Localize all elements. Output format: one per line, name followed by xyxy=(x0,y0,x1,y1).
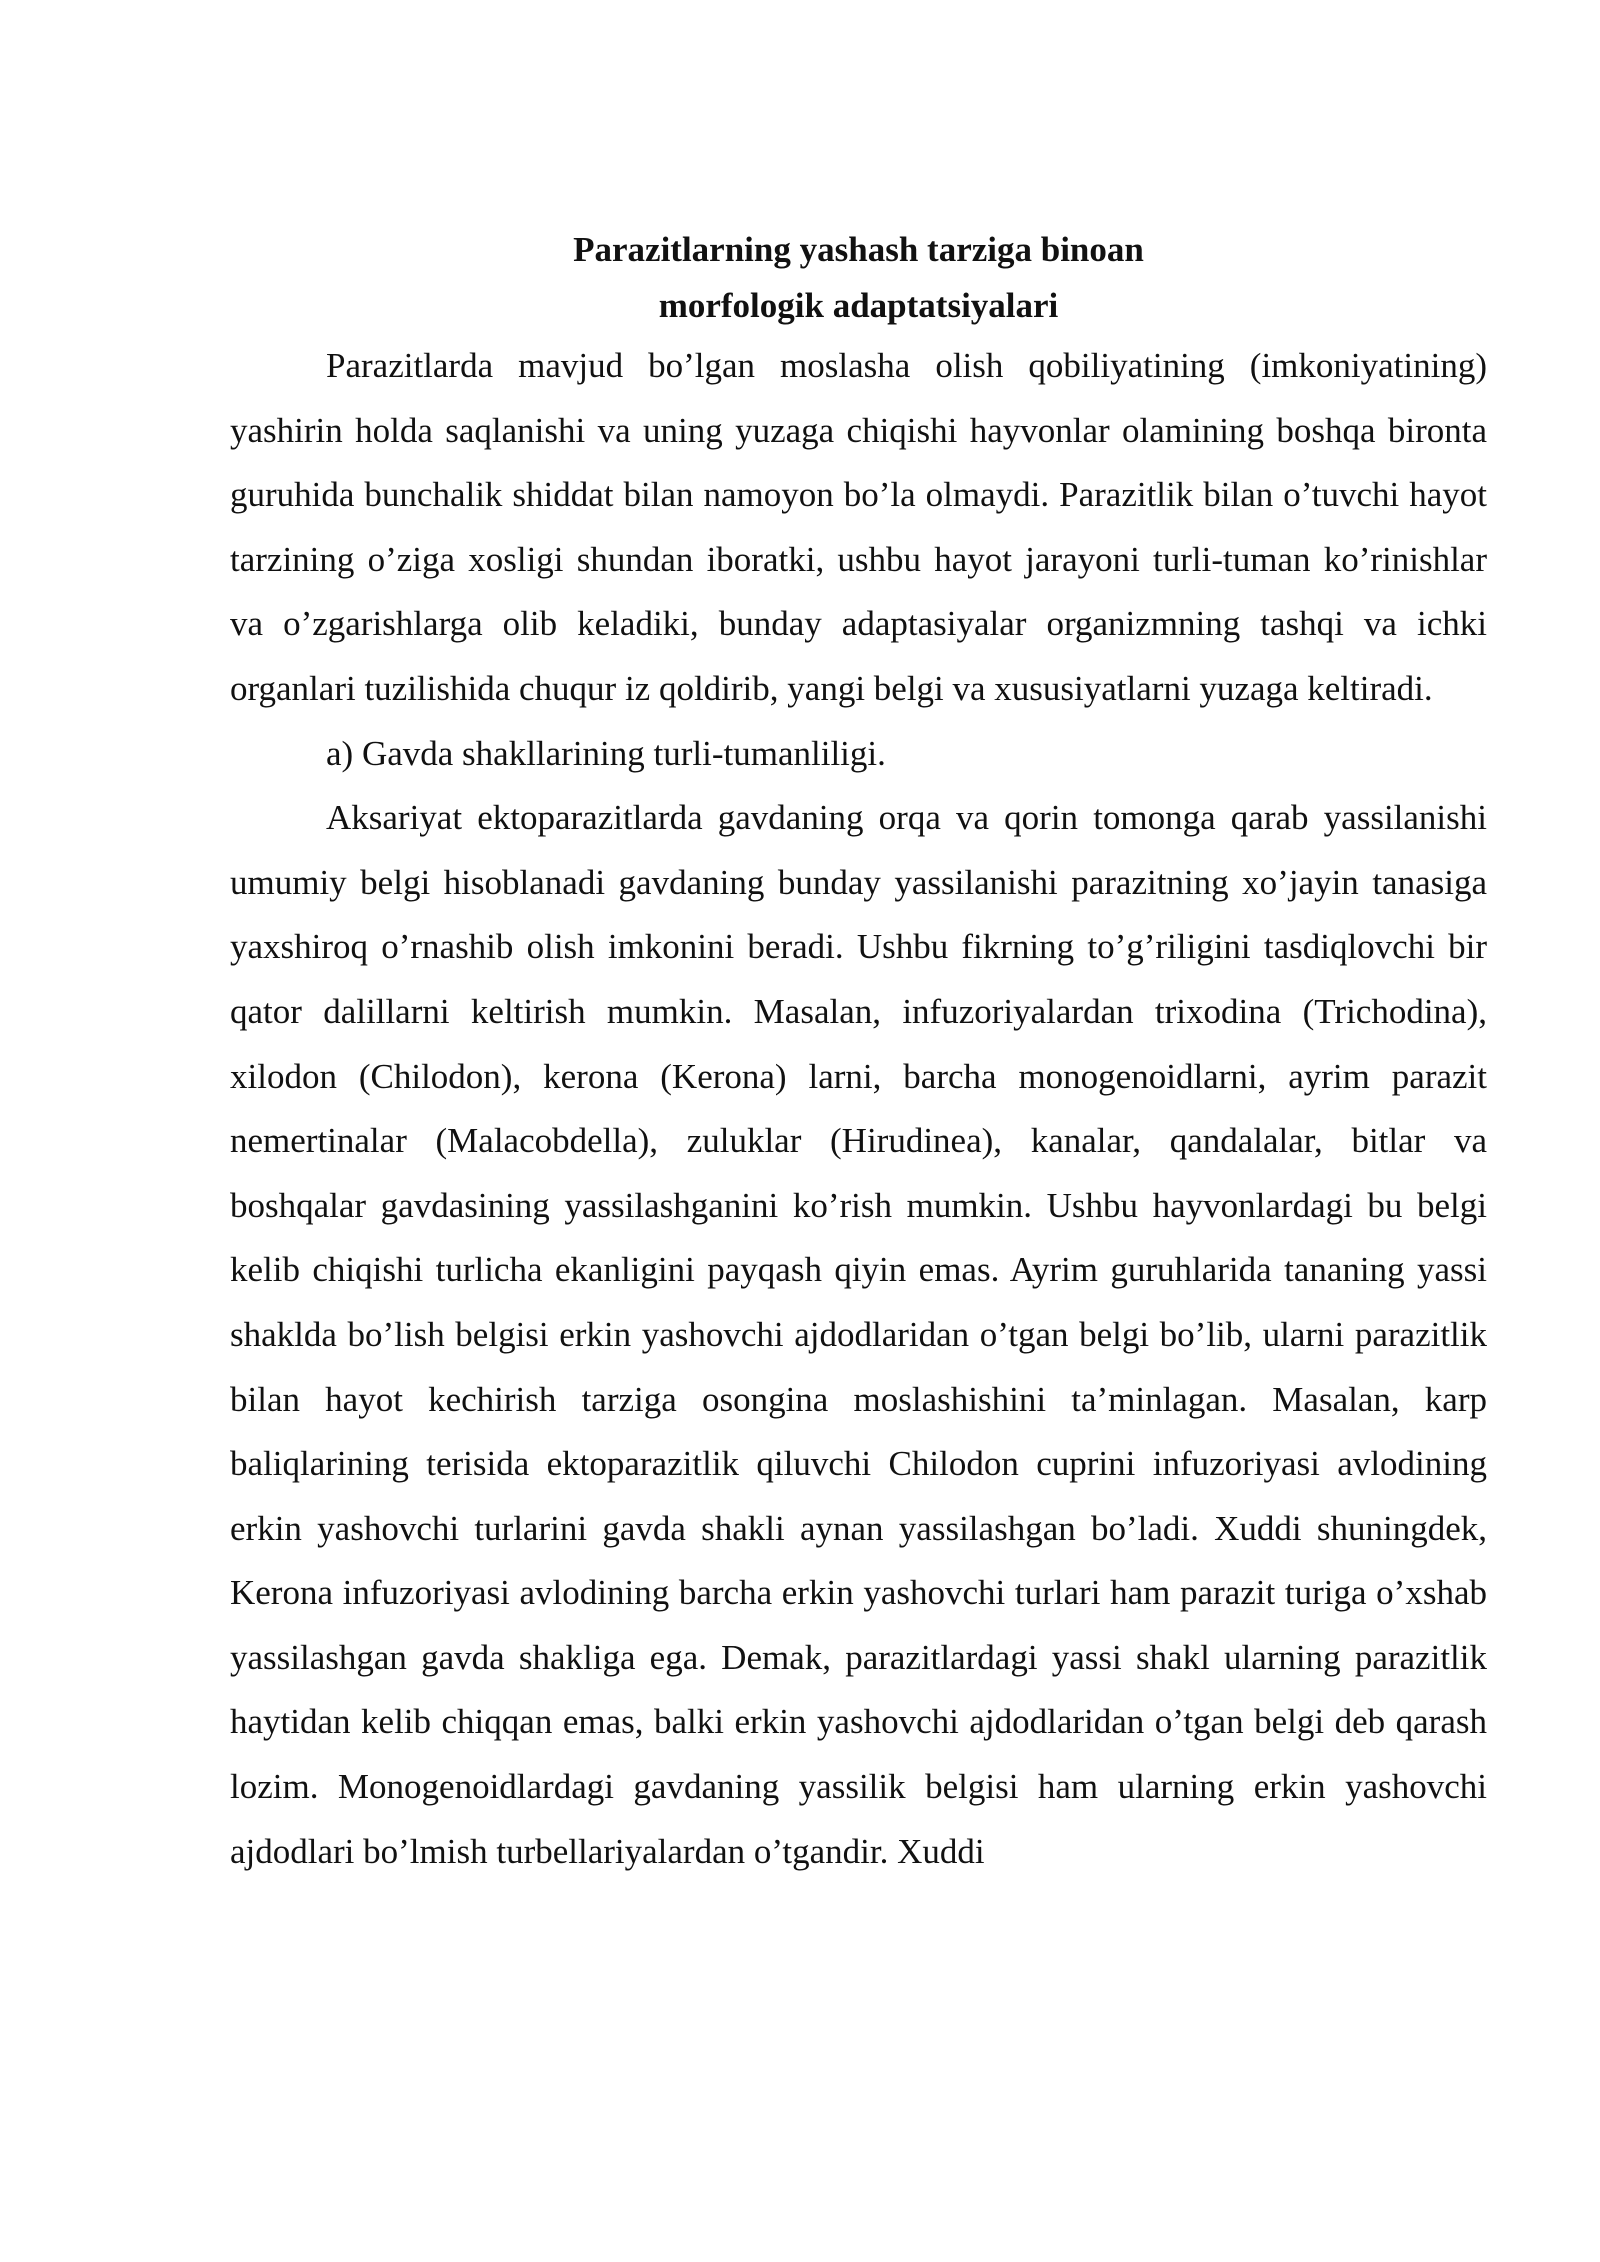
document-title-line-2: morfologik adaptatsiyalari xyxy=(658,286,1059,325)
document-page xyxy=(230,222,1487,1884)
section-heading-a: a) Gavda shakllarining turli-tumanliligi. xyxy=(326,733,886,773)
paragraph-body: Aksariyat ektoparazitlarda gavdaning orqa va qorin tomonga qarab yassilanishi umumiy belgi hisoblanadi gavdaning bunday yassilanishi parazitning xo’jayin tanasiga yaxshiroq o’rnashib olish imkonini beradi. Ushbu fikrning to’g’riligini tasdiqlovchi bir qator dalillarni keltirish mumkin. Masalan, infuzoriyalardan trixodina (Trichodina), xilodon (Chilodon), kerona (Kerona) larni, barcha monogenoidlarni, ayrim parazit nemertinalar (Malacobdella), zuluklar (Hirudinea), kanalar, qandalalar, bitlar va boshqalar gavdasining yassilashganini ko’rish mumkin. Ushbu hayvonlardagi bu belgi kelib chiqishi turlicha ekanligini payqash qiyin emas. Ayrim guruhlarida tananing yassi shaklda bo’lish belgisi erkin yashovchi ajdodlaridan o’tgan belgi bo’lib, ularni parazitlik bilan hayot kechirish tarziga osongina moslashishini ta’minlagan. Masalan, karp baliqlarining terisida ektoparazitlik qiluvchi Chilodon cuprini infuzoriyasi avlodining erkin yashovchi turlarini gavda shakli aynan yassilashgan bo’ladi. Xuddi shuningdek, Kerona infuzoriyasi avlodining barcha erkin yashovchi turlari ham parazit turiga o’xshab yassilashgan gavda shakliga ega. Demak, parazitlardagi yassi shakl ularning parazitlik haytidan kelib chiqqan emas, balki erkin yashovchi ajdodlaridan o’tgan belgi deb qarash lozim. Monogenoidlardagi gavdaning yassilik belgisi ham ularning erkin yashovchi ajdodlari bo’lmish turbellariyalardan o’tgandir. Xuddi xyxy=(230,798,1487,1871)
document-title-line-1: Parazitlarning yashash tarziga binoan xyxy=(573,230,1144,269)
paragraph-intro: Parazitlarda mavjud bo’lgan moslasha olish qobiliyatining (imkoniyatining) yashirin holda saqlanishi va uning yuzaga chiqishi hayvonlar olamining boshqa bironta guruhida bunchalik shiddat bilan namoyon bo’la olmaydi. Parazitlik bilan o’tuvchi hayot tarzining o’ziga xosligi shundan iboratki, ushbu hayot jarayoni turli-tuman ko’rinishlar va o’zgarishlarga olib keladiki, bunday adaptasiyalar organizmning tashqi va ichki organlari tuzilishida chuqur iz qoldirib, yangi belgi va xususiyatlarni yuzaga keltiradi. xyxy=(230,346,1487,708)
